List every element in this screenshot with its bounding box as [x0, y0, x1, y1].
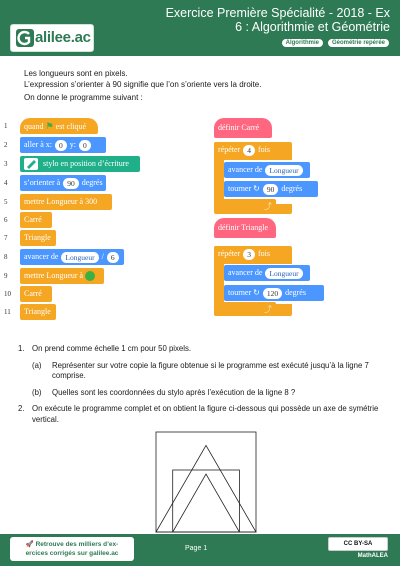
rotate-right-icon: ↻: [253, 184, 260, 193]
question-number: (b): [32, 387, 42, 397]
tag-geometrie[interactable]: Géométrie repérée: [327, 38, 390, 48]
promo-box[interactable]: [10, 537, 134, 561]
block-text: définir Triangle: [218, 223, 268, 232]
galilee-logo[interactable]: [10, 24, 94, 52]
pen-down-block[interactable]: [20, 156, 140, 172]
intro-text: [24, 68, 261, 103]
rotate-right-icon: ↻: [253, 288, 260, 297]
question-number: (a): [32, 360, 42, 370]
block-text: degrés: [285, 288, 306, 297]
outer-square: [156, 432, 256, 532]
line-number: 6: [4, 216, 8, 224]
point-direction-block[interactable]: [20, 175, 106, 191]
block-text: quand: [24, 122, 44, 131]
pen-icon: [24, 158, 38, 170]
inner-square: [173, 470, 240, 532]
block-text: s’orienter à: [24, 178, 61, 187]
block-text: définir Carré: [218, 123, 260, 132]
longueur-variable-pill[interactable]: Longueur: [265, 165, 302, 176]
block-text: Carré: [24, 289, 42, 298]
direction-value-pill[interactable]: 90: [63, 178, 79, 189]
question-number: 2.: [18, 404, 25, 413]
block-text: aller à x:: [24, 140, 52, 149]
block-text: Carré: [24, 215, 42, 224]
intro-line-2: L’expression s’orienter à 90 signifie que l’on s’oriente vers la droite.: [24, 80, 262, 89]
green-slot-icon[interactable]: [85, 271, 95, 281]
question-text: On prend comme échelle 1 cm pour 50 pixels.: [32, 344, 192, 353]
longueur-variable-pill[interactable]: Longueur: [265, 268, 302, 279]
repeat-triangle-end: [214, 302, 276, 316]
goto-xy-block[interactable]: [20, 137, 106, 153]
block-text: tourner: [228, 288, 252, 297]
call-triangle-block[interactable]: [20, 304, 56, 320]
line-number: 4: [4, 179, 8, 187]
questions: [18, 344, 388, 431]
block-text: avancer de: [24, 252, 59, 261]
block-text: est cliqué: [55, 122, 87, 131]
block-text: répéter: [218, 249, 241, 258]
galilee-g-icon: [15, 28, 35, 48]
turn-right-block[interactable]: [224, 181, 318, 197]
repeat-carre-end: [214, 199, 276, 213]
call-carre-block[interactable]: [20, 212, 52, 228]
line-number: 9: [4, 272, 8, 280]
y-value-pill[interactable]: 0: [79, 140, 91, 151]
question-1: [18, 344, 388, 398]
repeat-triangle-block[interactable]: [214, 246, 274, 262]
block-text: avancer de: [228, 268, 263, 277]
line-number: 1: [4, 122, 8, 130]
when-flag-clicked-block[interactable]: [20, 118, 98, 134]
outer-triangle: [156, 445, 256, 532]
question-text: Quelles sont les coordonnées du stylo après l’exécution de la ligne 8 ?: [52, 387, 296, 397]
repeat-count-pill[interactable]: 3: [243, 249, 255, 260]
block-text: fois: [257, 145, 270, 154]
inner-triangle: [173, 474, 240, 532]
green-flag-icon: ⚑: [45, 121, 54, 131]
loop-arrow-icon: ⤴: [264, 305, 272, 314]
move-steps-block[interactable]: [20, 249, 124, 265]
line-number: 10: [4, 290, 11, 298]
block-text: y:: [69, 140, 76, 149]
line-number: 11: [4, 308, 11, 316]
page-number: Page 1: [185, 545, 208, 552]
question-text: On exécute le programme complet et on obtient la figure ci-dessous qui possède un axe de symétrie vertical.: [32, 404, 379, 424]
define-triangle-block[interactable]: [214, 218, 276, 238]
define-carre-block[interactable]: [214, 118, 272, 138]
block-text: tourner: [228, 184, 252, 193]
tag-list: [281, 38, 390, 48]
block-text: Triangle: [24, 233, 51, 242]
turn-angle-pill[interactable]: 120: [263, 288, 282, 299]
line-number: 3: [4, 160, 8, 168]
longueur-variable-pill[interactable]: Longueur: [61, 252, 98, 263]
turn-right-block[interactable]: [224, 285, 324, 301]
block-text: mettre Longueur à: [24, 271, 84, 280]
promo-line-1: 🚀 Retrouve des milliers d’ex-: [25, 541, 119, 548]
block-text: stylo en position d’écriture: [43, 159, 129, 168]
set-longueur-block[interactable]: [20, 268, 104, 284]
question-2: [18, 404, 388, 425]
intro-line-3: On donne le programme suivant :: [24, 93, 143, 102]
question-text: Représenter sur votre copie la figure obtenue si le programme est exécuté jusqu’à la ligne 7 comprise.: [52, 360, 369, 380]
call-carre-block[interactable]: [20, 286, 52, 302]
intro-line-1: Les longueurs sont en pixels.: [24, 69, 128, 78]
block-text: fois: [257, 249, 270, 258]
mathalea-brand: MathALEA: [357, 553, 388, 559]
block-text: degrés: [81, 178, 103, 187]
block-text: avancer de: [228, 165, 263, 174]
move-longueur-block[interactable]: [224, 162, 310, 178]
block-text: Triangle: [24, 307, 51, 316]
block-text: degrés: [281, 184, 303, 193]
geometric-figure: [154, 430, 258, 534]
move-longueur-block[interactable]: [224, 265, 310, 281]
logo-text: alilee.ac: [35, 29, 91, 46]
page-title: Exercice Première Spécialité - 2018 - Ex 6 : Algorithmie et Géométrie: [165, 6, 390, 34]
repeat-carre-block[interactable]: [214, 142, 274, 158]
loop-arrow-icon: ⤴: [264, 202, 272, 211]
line-number: 8: [4, 253, 8, 261]
line-number: 7: [4, 234, 8, 242]
question-1a: [32, 361, 388, 382]
line-number: 5: [4, 198, 8, 206]
question-number: 1.: [18, 344, 25, 353]
footer-bar: [0, 534, 400, 566]
repeat-count-pill[interactable]: 4: [243, 145, 255, 156]
set-longueur-300-block[interactable]: [20, 194, 112, 210]
block-text: mettre Longueur à 300: [24, 197, 98, 206]
operator-text: /: [101, 252, 104, 261]
block-text: répéter: [218, 145, 241, 154]
divisor-value-pill[interactable]: 6: [107, 252, 119, 263]
call-triangle-block[interactable]: [20, 230, 56, 246]
tag-algorithmie[interactable]: Algorithmie: [281, 38, 324, 48]
question-1b: [32, 388, 388, 399]
x-value-pill[interactable]: 0: [55, 140, 67, 151]
promo-line-2: ercices corrigés sur galilee.ac: [25, 550, 119, 557]
cc-license-badge[interactable]: CC BY-SA: [328, 537, 388, 551]
turn-angle-pill[interactable]: 90: [263, 184, 279, 195]
line-number: 2: [4, 141, 8, 149]
header-bar: [0, 0, 400, 56]
